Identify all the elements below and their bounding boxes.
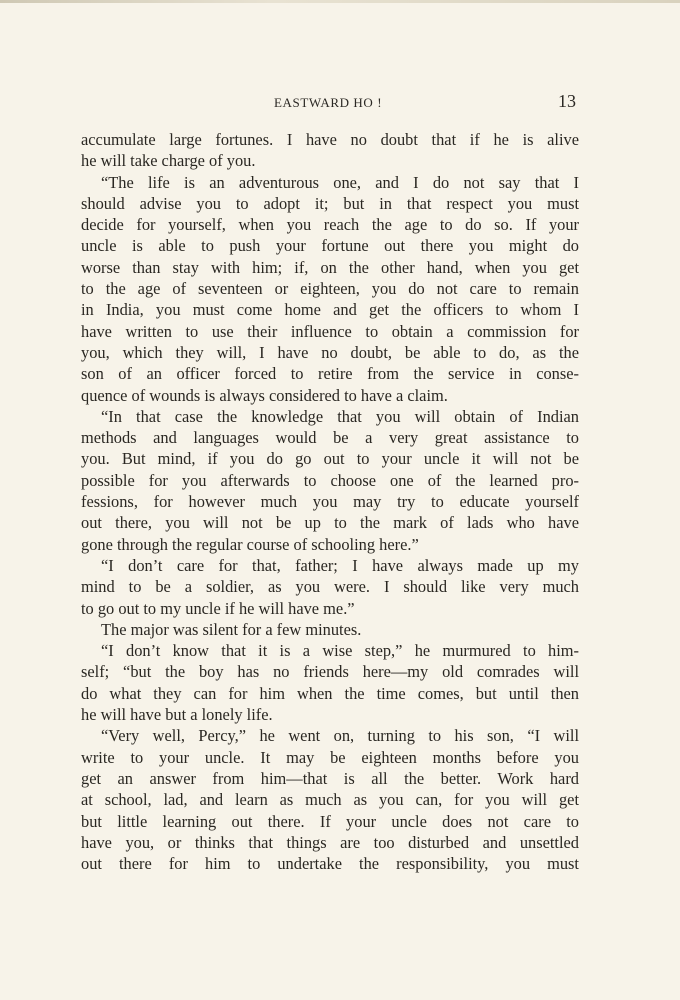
text-line: you, which they will, I have no doubt, be able to do, as the — [81, 342, 579, 362]
text-line: possible for you afterwards to choose one of the learned pro- — [81, 470, 579, 490]
text-line: The major was silent for a few minutes. — [101, 619, 362, 639]
text-line: you. But mind, if you do go out to your uncle it will not be — [81, 449, 579, 469]
text-line: quence of wounds is always considered to have a claim. — [81, 385, 448, 405]
text-line: should advise you to adopt it; but in that respect you must — [81, 193, 579, 213]
text-line: “Very well, Percy,” he went on, turning to his son, “I will — [101, 726, 579, 746]
text-line: out there for him to undertake the responsibility, you must — [81, 854, 579, 874]
text-line: out there, you will not be up to the mark of lads who have — [81, 513, 579, 533]
text-line: “The life is an adventurous one, and I do not say that I — [101, 172, 579, 192]
text-line: write to your uncle. It may be eighteen months before you — [81, 747, 579, 767]
body-text — [81, 129, 579, 874]
text-line: in India, you must come home and get the officers to whom I — [81, 300, 579, 320]
text-line: worse than stay with him; if, on the other hand, when you get — [81, 257, 579, 277]
text-line: fessions, for however much you may try to educate yourself — [81, 492, 579, 512]
text-line: “I don’t know that it is a wise step,” he murmured to him- — [101, 641, 579, 661]
running-head — [0, 92, 680, 114]
text-line: mind to be a soldier, as you were. I should like very much — [81, 577, 579, 597]
text-line: but little learning out there. If your uncle does not care to — [81, 811, 579, 831]
text-line: to go out to my uncle if he will have me.” — [81, 598, 355, 618]
text-line: uncle is able to push your fortune out there you might do — [81, 236, 579, 256]
text-line: son of an officer forced to retire from the service in conse- — [81, 364, 579, 384]
text-line: do what they can for him when the time comes, but until then — [81, 683, 579, 703]
running-title: EASTWARD HO ! — [274, 95, 383, 110]
text-line: accumulate large fortunes. I have no doubt that if he is alive — [81, 130, 579, 149]
text-line: he will take charge of you. — [81, 151, 256, 171]
text-line: decide for yourself, when you reach the age to do so. If your — [81, 215, 579, 235]
text-line: he will have but a lonely life. — [81, 705, 273, 725]
text-line: get an answer from him—that is all the better. Work hard — [81, 768, 579, 788]
text-line: at school, lad, and learn as much as you can, for you will get — [81, 790, 579, 810]
page-top-edge — [0, 0, 680, 3]
text-line: have written to use their influence to obtain a commission for — [81, 321, 579, 341]
page-number: 13 — [558, 91, 576, 111]
text-line: have you, or thinks that things are too disturbed and unsettled — [81, 832, 579, 852]
text-line: “In that case the knowledge that you will obtain of Indian — [101, 406, 579, 426]
text-line: “I don’t care for that, father; I have always made up my — [101, 555, 579, 575]
text-line: to the age of seventeen or eighteen, you do not care to remain — [81, 279, 579, 299]
text-line: gone through the regular course of schooling here.” — [81, 534, 419, 554]
text-line: self; “but the boy has no friends here—my old comrades will — [81, 662, 579, 682]
text-line: methods and languages would be a very great assistance to — [81, 428, 579, 448]
